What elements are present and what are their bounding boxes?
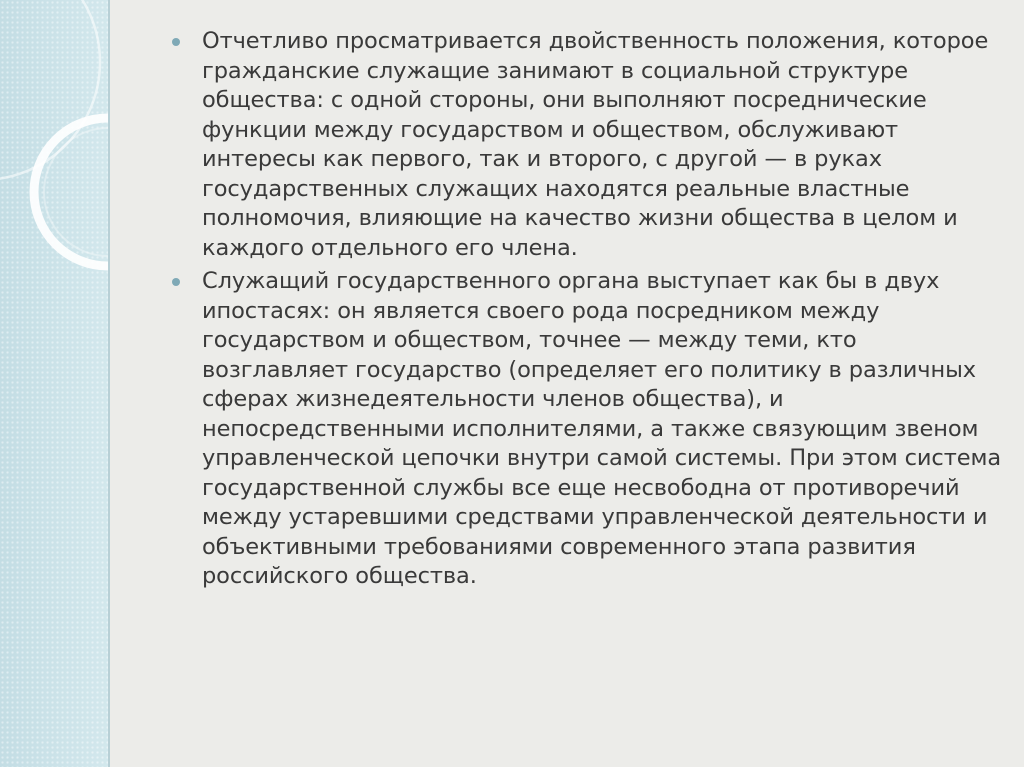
bullet-text-2: Служащий государственного органа выступает как бы в двух ипостасях: он является своего рода посредником между государством и обществом, точнее — между теми, кто возглавляет государство (определяет его политику в различных сферах жизнедеятельности членов общества), и непосредственными исполнителями, а также связующим звеном управленческой цепочки внутри самой системы. При этом система государственной службы все еще несвободна от противоречий между устаревшими средствами управленческой деятельности и объективными требованиями современного этапа развития российского общества. [202, 268, 1002, 589]
bullet-item-2 [166, 267, 1002, 592]
bullet-list [166, 27, 1002, 592]
bullet-dot-icon [172, 278, 180, 286]
bullet-text-1: Отчетливо просматривается двойственность положения, которое гражданские служащие занимают в социальной структуре общества: с одной стороны, они выполняют посреднические функции между государством и обществом, обслуживают интересы как первого, так и второго, с другой — в руках государственных служащих находятся реальные властные полномочия, влияющие на качество жизни общества в целом и каждого отдельного его члена. [202, 28, 989, 261]
bullet-dot-icon [172, 38, 180, 46]
decorative-rings-icon [0, 0, 110, 767]
decorative-side-band [0, 0, 110, 767]
slide-content [166, 27, 1002, 596]
bullet-item-1 [166, 27, 1002, 263]
